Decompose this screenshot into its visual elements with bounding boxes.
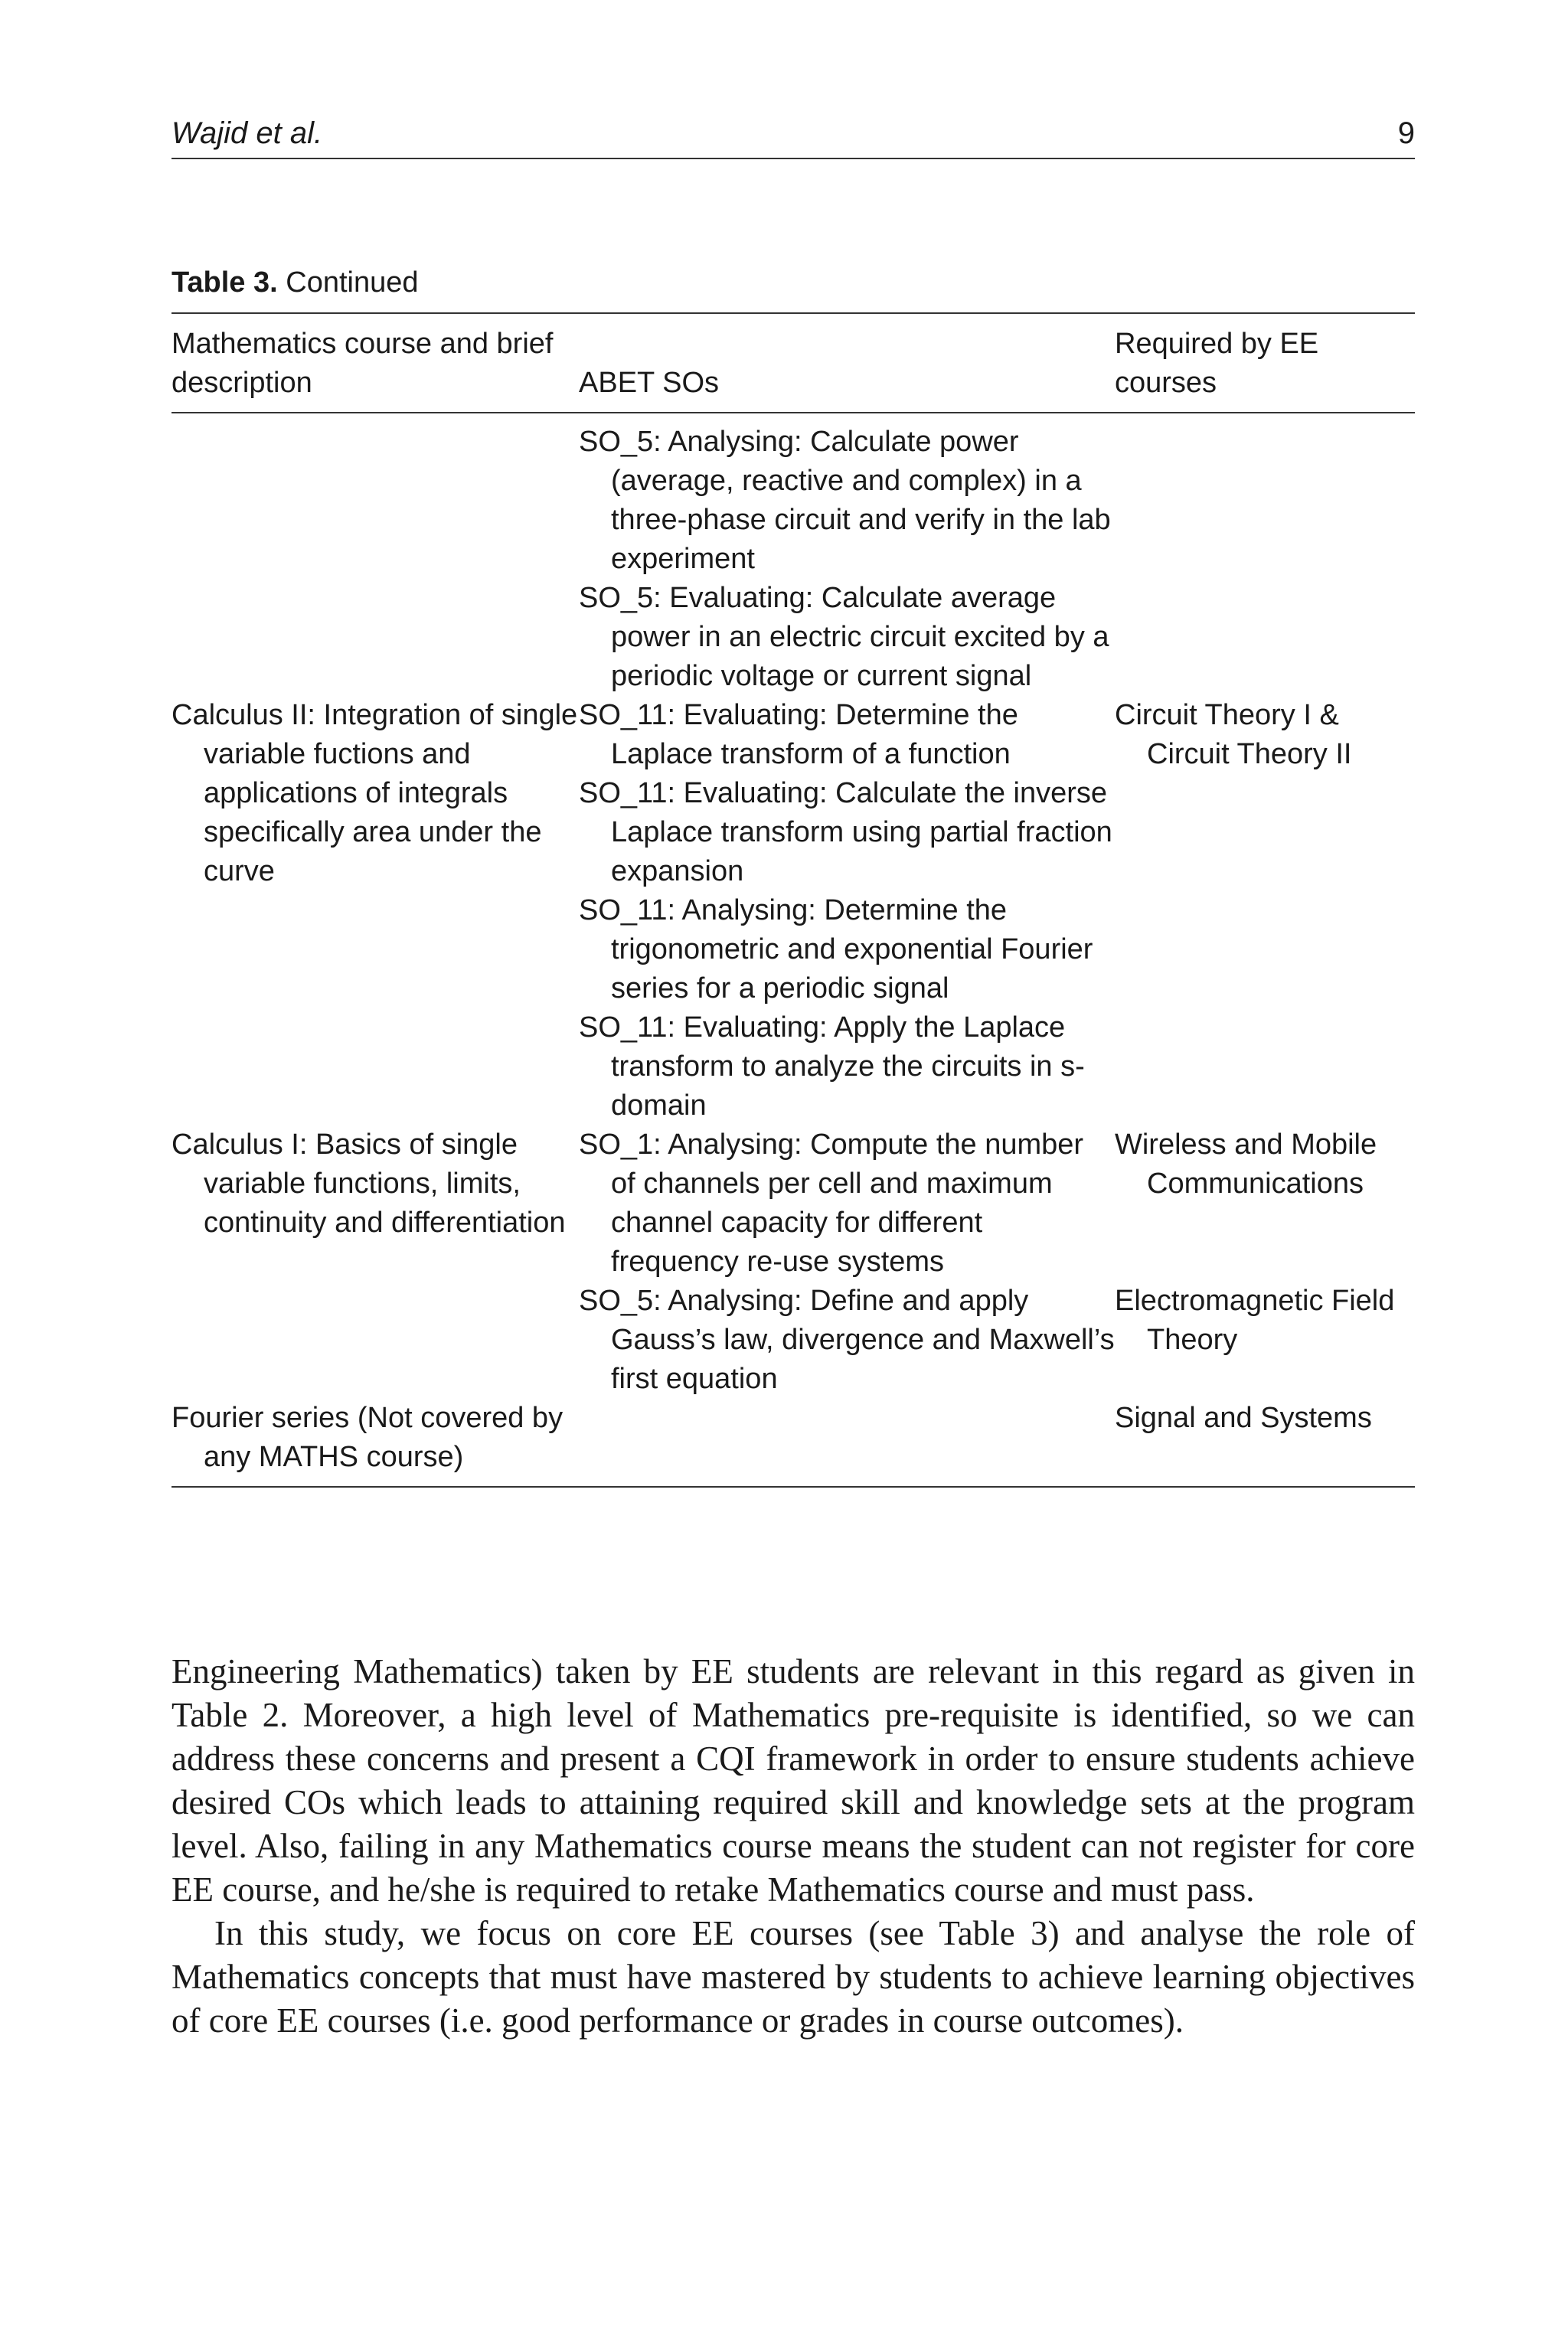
header-required-by [1115, 313, 1415, 413]
table-caption-text: Continued [286, 266, 419, 299]
table-grid [172, 312, 1415, 1488]
sos-cell [579, 696, 1115, 1125]
sos-cell [579, 413, 1115, 696]
required-entry: Circuit Theory I & Circuit Theory II [1115, 699, 1352, 770]
required-cell [1115, 696, 1415, 1125]
table-row [172, 1282, 1415, 1399]
table-caption [172, 264, 419, 301]
table-row [172, 1125, 1415, 1282]
header-math-course [172, 313, 579, 413]
so-entry: SO_11: Evaluating: Determine the Laplace transform of a function [579, 699, 1018, 770]
body-paragraph: In this study, we focus on core EE courses (see Table 3) and analyse the role of Mathematics concepts that must have mastered by students to achieve learning objectives of core EE courses (i.e. good performance or grades in course outcomes). [172, 1914, 1415, 2040]
table-row [172, 1399, 1415, 1487]
required-cell [1115, 1399, 1415, 1487]
so-entry: SO_5: Analysing: Calculate power (average, reactive and complex) in a three-phase circuit and verify in the lab experiment [579, 426, 1111, 575]
table-3 [172, 312, 1415, 1488]
body-paragraph: Engineering Mathematics) taken by EE students are relevant in this regard as given in Table 2. Moreover, a high level of Mathematics pre-requisite is identified, so we can address these concerns and present a CQI framework in order to ensure students achieve desired COs which leads to attaining required skill and knowledge sets at the program level. Also, failing in any Mathematics course means the student can not register for core EE course, and he/she is required to retake Mathematics course and must pass. [172, 1652, 1415, 1909]
course-cell [172, 1125, 579, 1282]
course-cell [172, 696, 579, 1125]
course-entry: Calculus I: Basics of single variable functions, limits, continuity and differentiation [172, 1129, 566, 1239]
running-head-authors: Wajid et al. [172, 116, 323, 150]
body-text [172, 1650, 1415, 2043]
header-abet-sos [579, 313, 1115, 413]
table-row [172, 413, 1415, 696]
so-entry: SO_5: Evaluating: Calculate average power in an electric circuit excited by a periodic voltage or current signal [579, 582, 1109, 692]
so-entry: SO_5: Analysing: Define and apply Gauss’s law, divergence and Maxwell’s first equation [579, 1285, 1115, 1395]
sos-cell [579, 1282, 1115, 1399]
course-cell [172, 1399, 579, 1487]
sos-cell [579, 1399, 1115, 1487]
so-entry: SO_11: Evaluating: Calculate the inverse Laplace transform using partial fraction expansion [579, 777, 1112, 887]
header-abet-sos-text: ABET SOs [579, 367, 720, 399]
course-entry: Fourier series (Not covered by any MATHS course) [172, 1402, 564, 1473]
required-entry: Wireless and Mobile Communications [1115, 1129, 1377, 1200]
table-caption-label: Table 3. [172, 266, 278, 299]
course-entry: Calculus II: Integration of single variable fuctions and applications of integrals specifically area under the curve [172, 699, 578, 887]
so-entry: SO_1: Analysing: Compute the number of channels per cell and maximum channel capacity for different frequency re-use systems [579, 1129, 1084, 1278]
required-cell [1115, 413, 1415, 696]
course-cell [172, 413, 579, 696]
header-math-course-text: Mathematics course and brief description [172, 328, 554, 399]
course-cell [172, 1282, 579, 1399]
table-row [172, 696, 1415, 1125]
required-entry: Electromagnetic Field Theory [1115, 1285, 1395, 1356]
header-required-by-text: Required by EE courses [1115, 328, 1319, 399]
table-header-row [172, 313, 1415, 413]
page-number: 9 [1397, 116, 1415, 150]
header-rule [172, 158, 1415, 159]
required-cell [1115, 1282, 1415, 1399]
so-entry: SO_11: Evaluating: Apply the Laplace transform to analyze the circuits in s-domain [579, 1011, 1085, 1122]
required-cell [1115, 1125, 1415, 1282]
required-entry: Signal and Systems [1115, 1402, 1372, 1434]
sos-cell [579, 1125, 1115, 1282]
so-entry: SO_11: Analysing: Determine the trigonometric and exponential Fourier series for a periodic signal [579, 894, 1093, 1004]
